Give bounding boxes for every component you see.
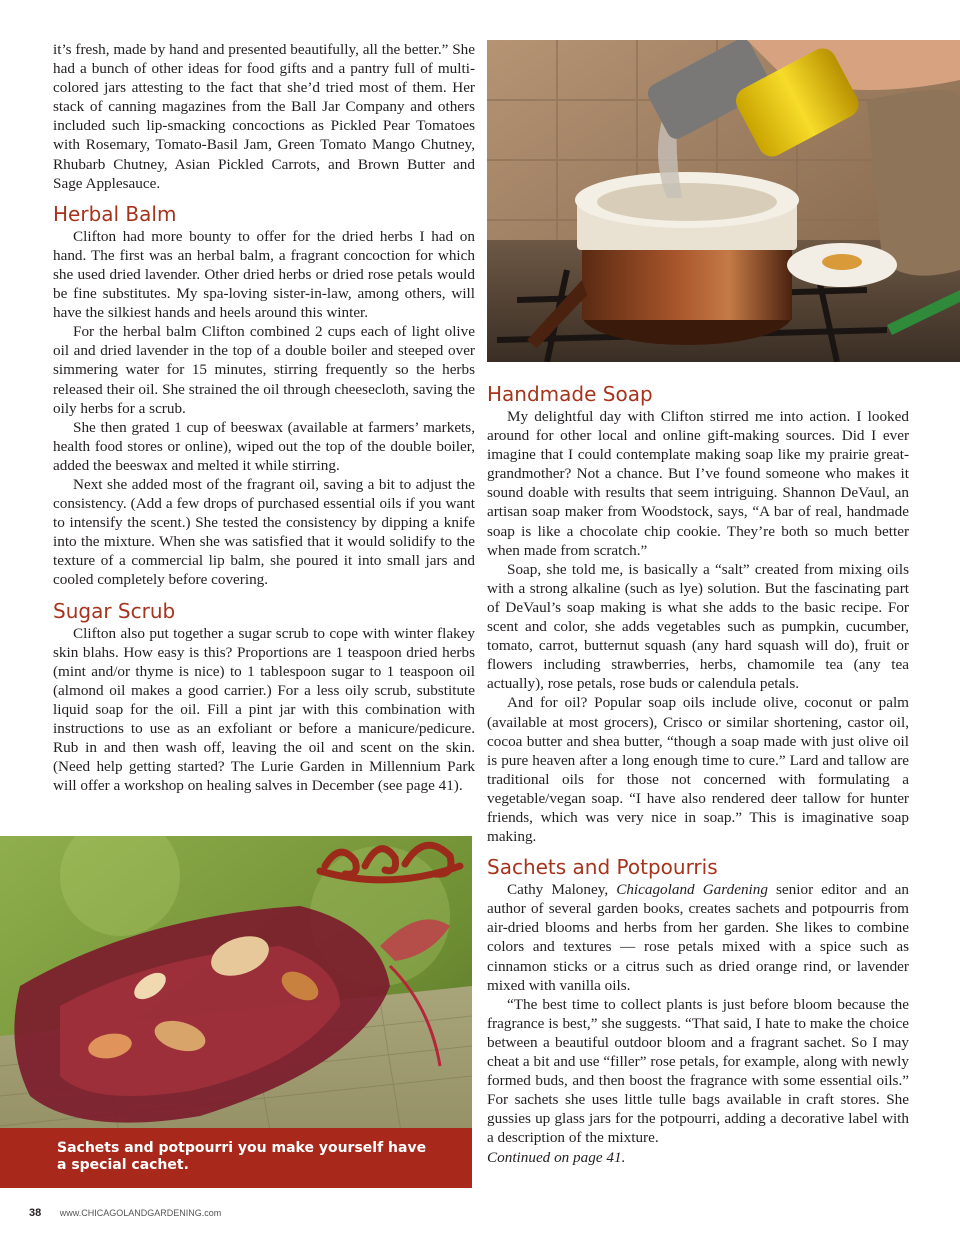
- herbal-balm-paragraph-4: Next she added most of the fragrant oil, saving a bit to adjust the consistency. (Add a few drops of purchased essential oils if you want to intensify the scent.) She tested the consistency by dipping a knife into the mixture. When she was satisfied that it would solidify to the texture of a commercial lip balm, she poured it into small jars and cooled completely before covering.: [53, 475, 475, 589]
- sachets-paragraph-2: “The best time to collect plants is just before bloom because the fragrance is best,” she suggests. “That said, I hate to make the choice between a beautiful outdoor bloom and a fragrant sachet. So I may cheat a bit and use “filler” rose petals, for example, along with newly formed buds, and then boost the fragrance with some essential oils.” For sachets she uses little tulle bags available in craft stores. She gussies up glass jars for the potpourri, adding a decorative label with a description of the mixture.: [487, 995, 909, 1147]
- magazine-title: Chicagoland Gardening: [616, 881, 768, 899]
- handmade-soap-paragraph-3: And for oil? Popular soap oils include olive, coconut or palm (available at most grocers), Crisco or similar shortening, castor oil, cocoa butter and shea butter, “though a soap made with just olive oil is pure heaven after a long enough time to cure.” Lard and tallow are traditional oils for those not concerned with formulating a vegetable/vegan soap. “I have also rendered deer tallow for hunter friends, which was very nice in soap.” This is imaginative soap making.: [487, 694, 909, 846]
- caption-band: [0, 1128, 472, 1188]
- sachets-paragraph-1: Cathy Maloney, Chicagoland Gardening senior editor and an author of several garden books, creates sachets and potpourris from air-dried blooms and herbs from her garden. She likes to combine colors and textures — rose petals mixed with a spice such as cinnamon sticks or a citrus such as dried orange rind, or lavender mixed with vanilla oils.: [487, 881, 909, 994]
- left-column: [53, 40, 475, 795]
- handmade-soap-paragraph-1: My delightful day with Clifton stirred me into action. I looked around for other local and online gift-making sources. Did I ever imagine that I could contemplate making soap like my prairie great-grandmother? Not a chance. But I’ve found someone who makes it sound doable with results that seem intriguing. Shannon DeVaul, an artisan soap maker from Woodstock, says, “A bar of real, handmade soap is like a chocolate chip cookie. They’re both so much better when made from scratch.”: [487, 408, 909, 559]
- page-number: 38: [29, 1207, 42, 1219]
- herbal-balm-paragraph-1: Clifton had more bounty to offer for the dried herbs I had on hand. The first was an herbal balm, a fragrant concoction for which she used dried lavender. Other dried herbs or dried rose petals would be fine substitutes. My spa-loving sister-in-law, among others, will have the silkiest hands and heels around this winter.: [53, 227, 475, 322]
- herbal-balm-heading: Herbal Balm: [53, 201, 177, 226]
- handmade-soap-paragraph-2: Soap, she told me, is basically a “salt” created from mixing oils with a strong alkaline (such as lye) solution. But the fascinating part of DeVaul’s soap making is what she adds to the basic recipe. For scent and color, she adds vegetables such as pumpkin, cucumber, tomato, carrot, butternut squash (any hard squash will do), fruit or flowers including strawberries, herbs, chamomile tea (any tea actually), rose petals, rose buds or calendula petals.: [487, 560, 909, 693]
- sachet-photo: [0, 836, 472, 1188]
- photo-caption: Sachets and potpourri you make yourself have a special cachet.: [57, 1140, 427, 1173]
- website-url: www.CHICAGOLANDGARDENING.com: [59, 1208, 222, 1218]
- intro-paragraph: it’s fresh, made by hand and presented beautifully, all the better.” She had a bunch of other ideas for food gifts and a pantry full of multi-colored jars attesting to the fact that she’d tried most of them. Her stack of canning magazines from the Ball Jar Company and others included such lip-smacking concoctions as Pickled Pear Tomatoes with Rosemary, Tomato-Basil Jam, Green Tomato Mango Chutney, Rhubarb Chutney, Asian Pickled Carrots, and Brown Butter and Sage Applesauce.: [53, 41, 475, 192]
- continued-note: Continued on page 41.: [487, 1149, 626, 1167]
- double-boiler-photo: [487, 40, 960, 362]
- sugar-scrub-heading: Sugar Scrub: [53, 598, 176, 623]
- page-footer: [29, 1207, 221, 1219]
- sugar-scrub-paragraph: Clifton also put together a sugar scrub to cope with winter flakey skin blahs. How easy is this? Proportions are 1 teaspoon dried herbs (mint and/or thyme is nice) to 1 tablespoon sugar to 1 teaspoon oil (almond oil makes a good carrier.) For a less oily scrub, substitute liquid soap for the oil. Fill a pint jar with this combination with instructions to use as an exfoliant or before a manicure/pedicure. Rub in and then wash off, leaving the oil and scent on the skin. (Need help getting started? The Lurie Garden in Millennium Park will offer a workshop on healing salves in December (see page 41).: [53, 624, 475, 795]
- herbal-balm-paragraph-2: For the herbal balm Clifton combined 2 cups each of light olive oil and dried lavender in the top of a double boiler and steeped over simmering water for 15 minutes, stirring frequently so the herbs released their oil. She strained the oil through cheesecloth, saving the oily herbs for a scrub.: [53, 323, 475, 417]
- double-boiler-illustration: [487, 40, 960, 362]
- herbal-balm-paragraph-3: She then grated 1 cup of beeswax (available at farmers’ markets, health food stores or online), wiped out the top of the double boiler, added the beeswax and melted it while stirring.: [53, 418, 475, 474]
- handmade-soap-heading: Handmade Soap: [487, 382, 653, 406]
- right-column: [487, 382, 909, 1168]
- sachets-heading: Sachets and Potpourris: [487, 855, 718, 880]
